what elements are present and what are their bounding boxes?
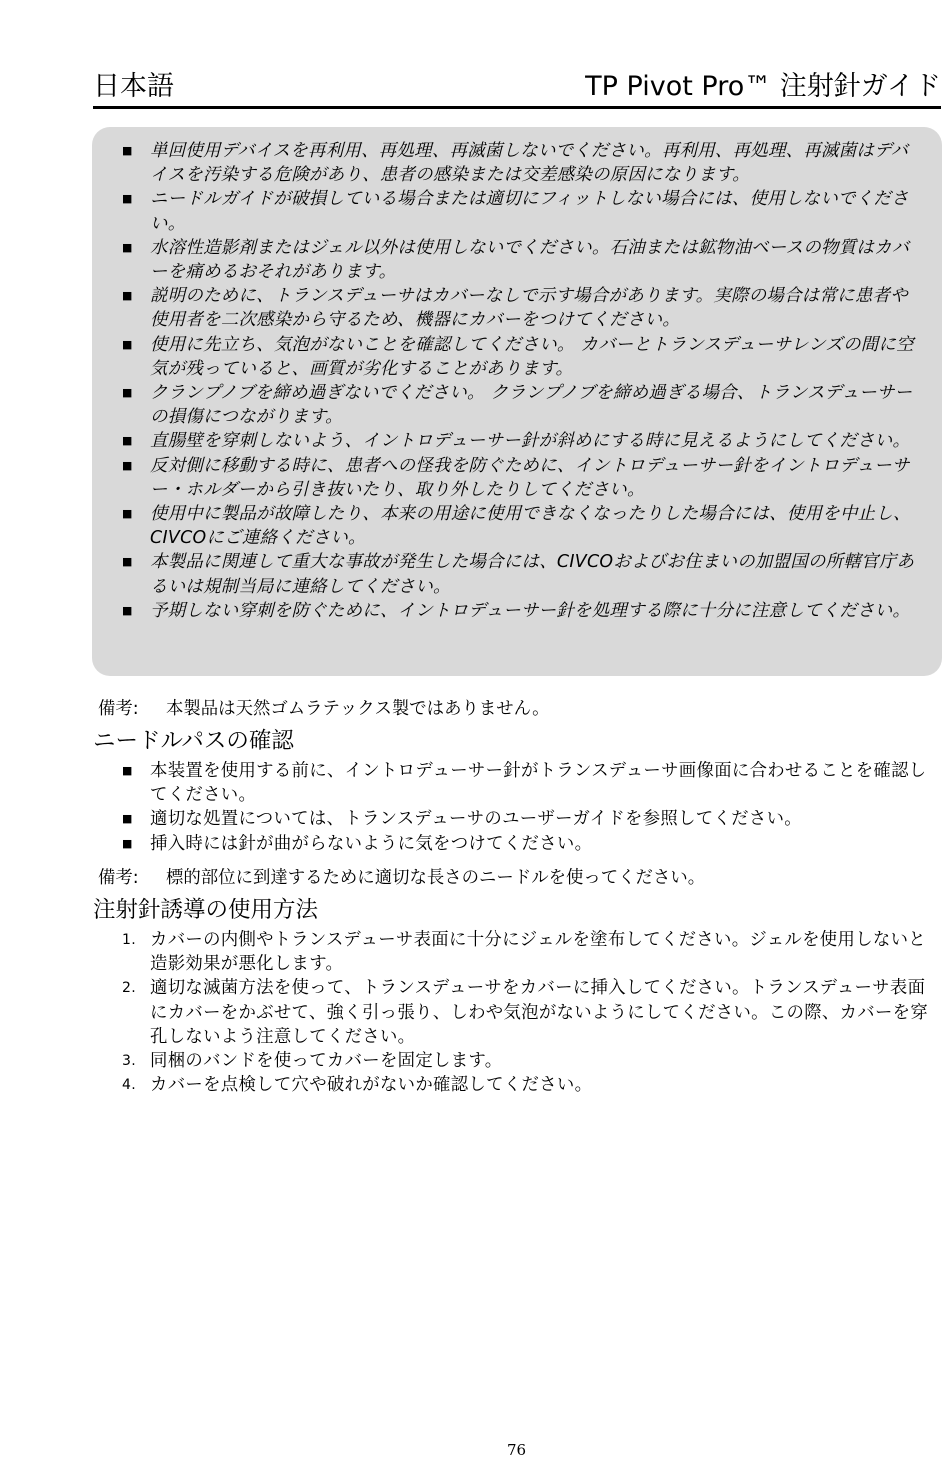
square-bullet-icon: ■	[122, 192, 133, 206]
warning-item: ■ 単回使用デバイスを再利用、再処理、再滅菌しないでください。再利用、再処理、再滅菌はデバイスを汚染する危険があり、患者の感染または交差感染の原因になります。	[122, 141, 909, 186]
square-bullet-icon: ■	[122, 289, 133, 303]
square-bullet-icon: ■	[122, 507, 133, 521]
square-bullet-icon: ■	[122, 337, 133, 351]
list-item: ■ 挿入時には針が曲がらないように気をつけてください。	[150, 832, 940, 856]
warning-item: ■ クランプノブを締め過ぎないでください。 クランプノブを締め過ぎる場合、トランスデューサーの損傷につながります。	[122, 383, 913, 428]
square-bullet-icon: ■	[122, 386, 133, 400]
language-label: 日本語	[93, 71, 174, 102]
note-text: 本製品は天然ゴムラテックス製ではありません。	[166, 699, 550, 719]
warning-item: ■ 本製品に関連して重大な事故が発生した場合には、CIVCOおよびお住まいの加盟国の所轄官庁あるいは規制当局に連絡してください。	[122, 552, 915, 597]
warning-item: ■ 反対側に移動する時に、患者への怪我を防ぐために、イントロデューサー針をイントロデューサー・ホルダーから引き抜いたり、取り外したりしてください。	[122, 455, 910, 500]
square-bullet-icon: ■	[122, 603, 133, 617]
step-item: 3. 同梱のバンドを使ってカバーを固定します。	[150, 1049, 940, 1073]
warnings-box	[92, 127, 942, 676]
note-needle-length	[98, 866, 705, 890]
note-label: 備考:	[98, 868, 139, 888]
list-item: ■ 適切な処置については、トランスデューサのユーザーガイドを参照してください。	[150, 807, 940, 831]
warning-item: ■ 予期しない穿刺を防ぐために、イントロデューサー針を処理する際に十分に注意してください。	[150, 599, 918, 623]
page-number: 76	[506, 1441, 527, 1459]
step-item: 1. カバーの内側やトランスデューサ表面に十分にジェルを塗布してください。ジェルを使用しないと造影効果が悪化します。	[122, 930, 926, 975]
warning-item: ■ 使用中に製品が故障したり、本来の用途に使用できなくなったりした場合には、使用を中止し、CIVCOにご連絡ください。	[122, 504, 911, 549]
note-label: 備考:	[98, 699, 139, 719]
step-number: 3.	[122, 1053, 136, 1070]
page-header	[93, 58, 941, 109]
usage-steps-list	[122, 928, 940, 1097]
warning-item: ■ 説明のために、トランスデューサはカバーなしで示す場合があります。実際の場合は常に患者や使用者を二次感染から守るため、機器にカバーをつけてください。	[122, 286, 908, 331]
square-bullet-icon: ■	[122, 458, 133, 472]
note-text: 標的部位に到達するために適切な長さのニードルを使ってください。	[166, 868, 706, 888]
step-number: 1.	[122, 932, 136, 948]
note-latex	[98, 697, 549, 721]
step-number: 4.	[122, 1077, 136, 1094]
square-bullet-icon: ■	[122, 836, 133, 850]
guide-title: TP Pivot Pro™ 注射針ガイド	[585, 71, 941, 102]
needle-check-list	[122, 759, 940, 856]
warnings-list	[92, 127, 942, 623]
step-item: 4. カバーを点検して穴や破れがないか確認してください。	[150, 1073, 940, 1097]
warning-item: ■ ニードルガイドが破損している場合または適切にフィットしない場合には、使用しないでください。	[122, 189, 909, 234]
step-item: 2. 適切な滅菌方法を使って、トランスデューサをカバーに挿入してください。トランスデューサ表面にカバーをかぶせて、強く引っ張り、しわや気泡がないようにしてください。この際、カバーを穿孔しないよう注意してください。	[122, 978, 929, 1047]
square-bullet-icon: ■	[122, 555, 133, 569]
square-bullet-icon: ■	[122, 240, 133, 254]
square-bullet-icon: ■	[122, 764, 133, 777]
warning-item: ■ 水溶性造影剤またはジェル以外は使用しないでください。石油または鉱物油ベースの物質はカバーを痛めるおそれがあります。	[122, 237, 910, 283]
step-number: 2.	[122, 980, 136, 997]
needle-path-title: ニードルパスの確認	[93, 728, 294, 754]
usage-title: 注射針誘導の使用方法	[93, 897, 319, 923]
warning-item: ■ 直腸壁を穿刺しないよう、イントロデューサー針が斜めにする時に見えるようにしてください。	[150, 429, 918, 453]
list-item: ■ 本装置を使用する前に、イントロデューサー針がトランスデューサ画像面に合わせることを確認してください。	[122, 761, 927, 806]
square-bullet-icon: ■	[122, 434, 133, 448]
square-bullet-icon: ■	[122, 812, 133, 826]
warning-item: ■ 使用に先立ち、気泡がないことを確認してください。 カバーとトランスデューサレンズの間に空気が残っていると、画質が劣化することがあります。	[122, 334, 914, 379]
square-bullet-icon: ■	[122, 144, 133, 157]
